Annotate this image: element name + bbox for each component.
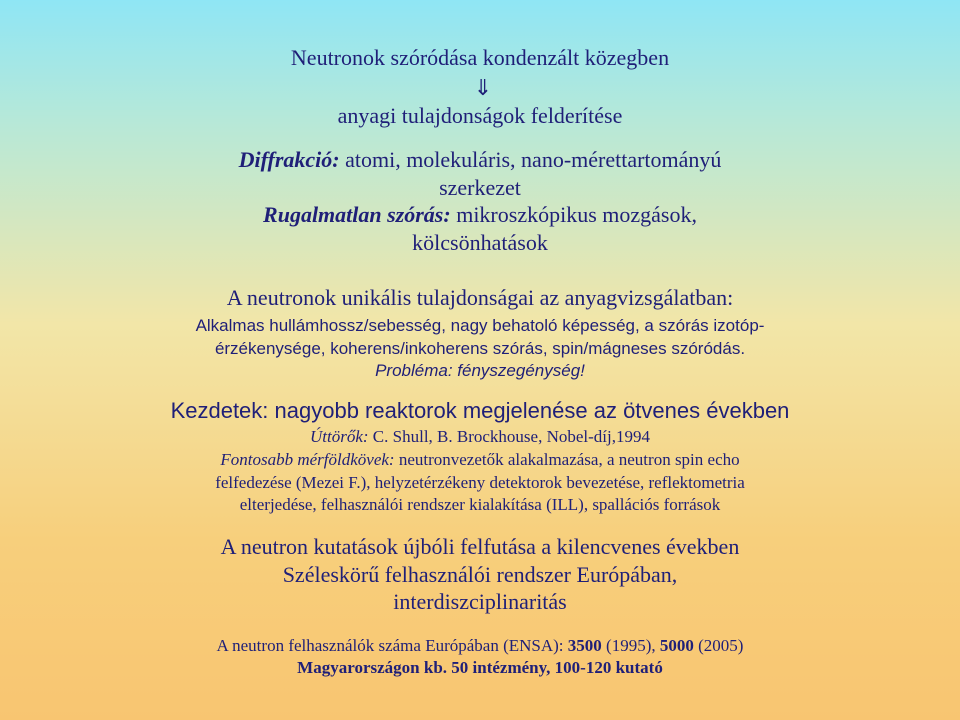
revival-line-3: interdiszciplinaritás — [393, 589, 567, 614]
diffraction-term: Diffrakció: — [238, 147, 340, 172]
users-line — [0, 637, 960, 654]
inelastic-line-2: kölcsönhatások — [412, 230, 548, 255]
users-prefix: A neutron felhasználók száma Európában (ENSA): — [216, 636, 564, 655]
inelastic-line — [0, 204, 960, 226]
properties-heading: A neutronok unikális tulajdonságai az anyagvizsgálatban: — [226, 285, 734, 310]
pioneers-text: C. Shull, B. Brockhouse, Nobel-díj,1994 — [372, 427, 650, 446]
slide-title: Neutronok szóródása kondenzált közegben — [290, 45, 670, 70]
hungary-line: Magyarországon kb. 50 intézmény, 100-120 kutató — [297, 658, 663, 677]
inelastic-text: mikroszkópikus mozgások, — [456, 202, 697, 227]
revival-line-1: A neutron kutatások újbóli felfutása a kilencvenes években — [220, 534, 740, 559]
properties-line-1: Alkalmas hullámhossz/sebesség, nagy behatoló képesség, a szórás izotóp- — [195, 316, 765, 335]
subtitle: anyagi tulajdonságok felderítése — [337, 103, 623, 128]
revival-line-2: Széleskörű felhasználói rendszer Európában, — [282, 562, 678, 587]
properties-line-2: érzékenysége, koherens/inkoherens szórás, spin/mágneses szóródás. — [214, 339, 746, 358]
users-year-2005: (2005) — [698, 636, 744, 655]
users-count-1995: 3500 — [567, 636, 602, 655]
milestones-label: Fontosabb mérföldkövek: — [220, 450, 395, 469]
pioneers-label: Úttörők: — [310, 427, 369, 446]
milestones-line-3: felfedezése (Mezei F.), helyzetérzékeny detektorok bevezetése, reflektometria — [215, 473, 745, 492]
users-year-1995: (1995), — [606, 636, 656, 655]
diffraction-line-2: szerkezet — [439, 175, 521, 200]
problem-note: Probléma: fényszegénység! — [375, 361, 585, 380]
milestones-line-4: elterjedése, felhasználói rendszer kialakítása (ILL), spallációs források — [239, 495, 721, 514]
users-count-2005: 5000 — [659, 636, 694, 655]
pioneers-line — [0, 428, 960, 445]
diffraction-text: atomi, molekuláris, nano-mérettartományú — [345, 147, 722, 172]
diffraction-line — [0, 149, 960, 171]
milestones-text: neutronvezetők alakalmazása, a neutron spin echo — [398, 450, 740, 469]
milestones-line — [0, 451, 960, 468]
beginnings-heading: Kezdetek: nagyobb reaktorok megjelenése az ötvenes években — [170, 398, 790, 423]
down-arrow-icon: ⇓ — [473, 76, 493, 101]
inelastic-term: Rugalmatlan szórás: — [263, 202, 451, 227]
